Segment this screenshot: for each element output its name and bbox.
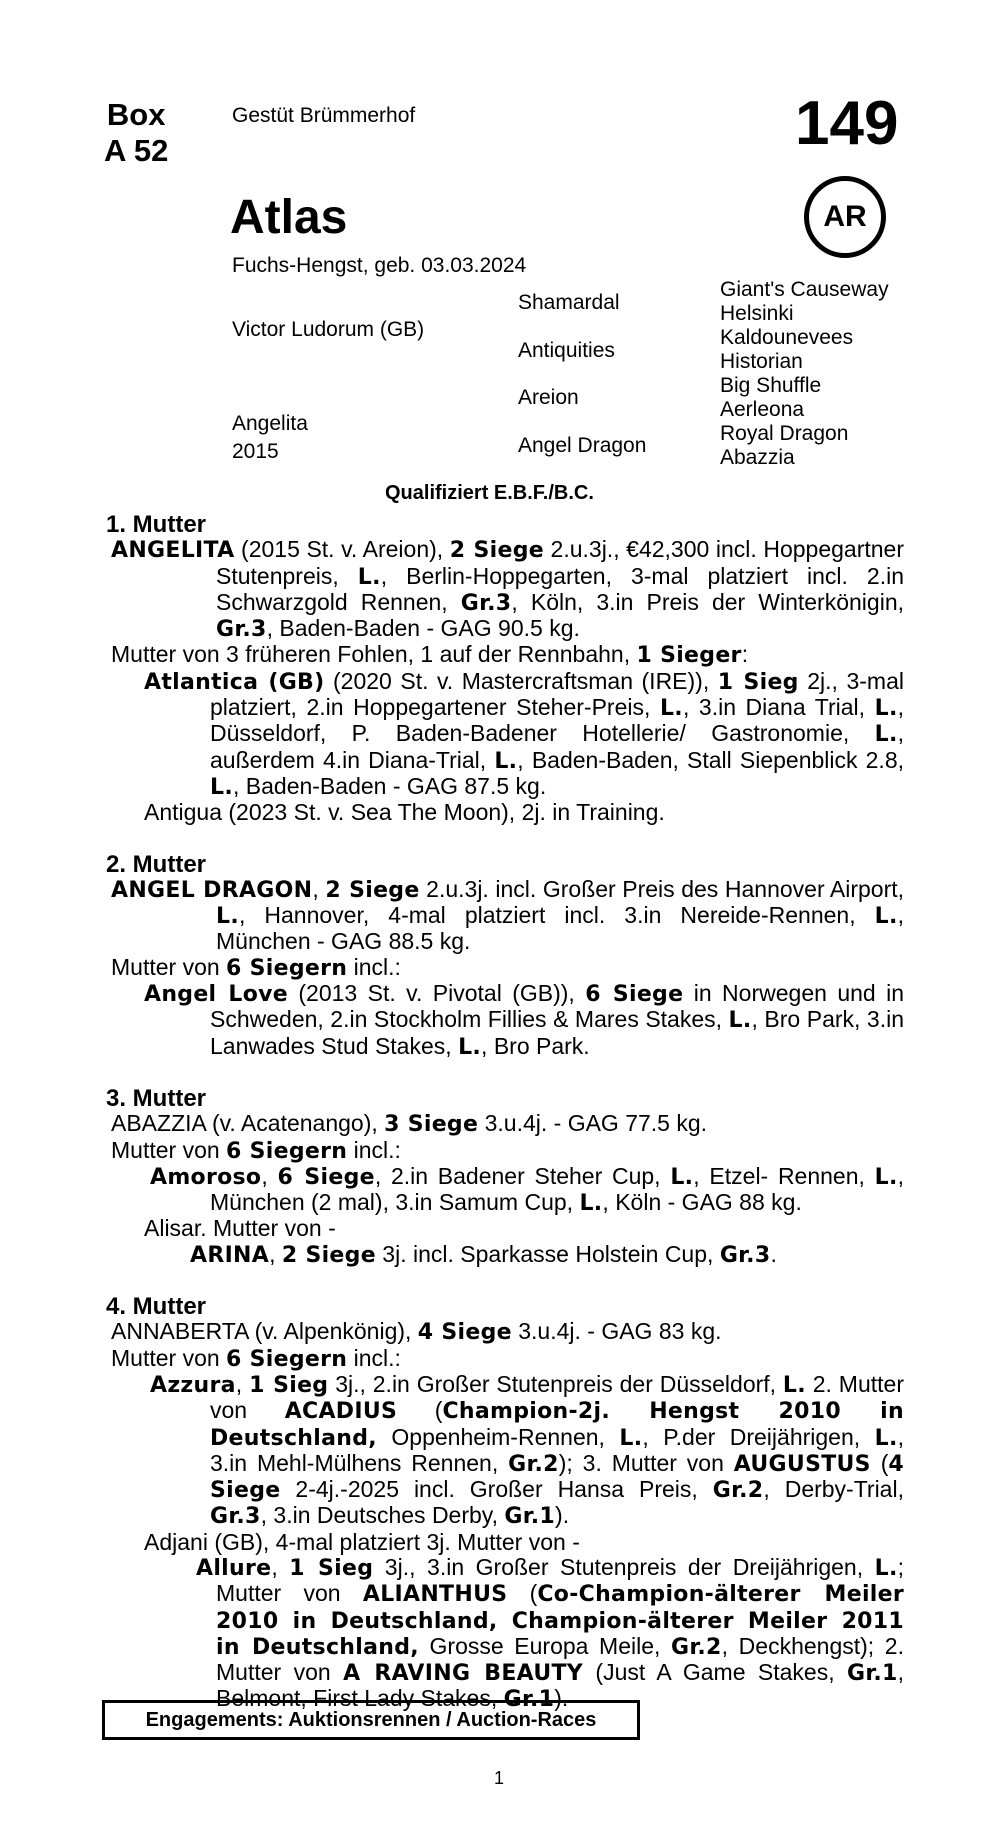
pedigree-great-grandparent: Historian [720,350,803,373]
pedigree-dam-year: 2015 [232,440,279,463]
pedigree-great-grandparent: Giant's Causeway [720,278,889,301]
female-line-content [106,512,904,1713]
pedigree-grandparent: Areion [518,386,579,409]
box-label: Box [106,97,166,132]
section-title: 4. Mutter [106,1293,207,1321]
foal-entry: Adjani (GB), 4-mal platziert 3j. Mutter von - [144,1528,580,1555]
breeder: Gestüt Brümmerhof [232,104,416,127]
lot-number: 149 [795,89,899,158]
ar-badge-icon [804,176,886,258]
produce-summary: Mutter von 6 Siegern incl.: [111,953,401,981]
produce-summary: Mutter von 6 Siegern incl.: [111,1136,401,1164]
pedigree-grandparent: Shamardal [518,291,620,314]
section-title: 1. Mutter [106,511,207,538]
produce-summary: Mutter von 3 früheren Fohlen, 1 auf der Rennbahn, 1 Sieger: [111,641,749,669]
box-value: A 52 [104,132,169,168]
foal-entry: Amoroso, 6 Siege, 2.in Badener Steher Cup, L., Etzel- Rennen, L., München (2 mal), 3.in Samum Cup, L., Köln - GAG 88 kg. [150,1162,905,1217]
pedigree-great-grandparent: Helsinki [720,302,794,325]
pedigree-grandparent: Antiquities [518,339,615,362]
section-title: 3. Mutter [106,1084,207,1112]
section-title: 2. Mutter [106,850,207,878]
horse-name: Atlas [230,191,348,244]
grandfoal-entry: ARINA, 2 Siege 3j. incl. Sparkasse Holstein Cup, Gr.3. [190,1240,777,1268]
foal-entry: Atlantica (GB) (2020 St. v. Mastercraftsman (IRE)), 1 Sieg 2j., 3-mal platziert, 2.in Hoppegartener Steher-Preis, L., 3.in Diana Trial, L., Düsseldorf, P. Baden-Badener Hotellerie/ Gastronomie, L., außerdem 4.in Diana-Trial, L., Baden-Baden, Stall Siepenblick 2.8, L., Baden-Baden - GAG 87.5 kg. [144,667,904,800]
engagements-box [102,1700,640,1740]
dam-entry: ANGEL DRAGON, 2 Siege 2.u.3j. incl. Großer Preis des Hannover Airport, L., Hannover, 4-mal platziert incl. 3.in Nereide-Rennen, L., München - GAG 88.5 kg. [111,875,905,955]
ar-badge-label: AR [823,200,867,233]
dam-entry: ABAZZIA (v. Acatenango), 3 Siege 3.u.4j. - GAG 77.5 kg. [111,1110,708,1138]
pedigree-sire: Victor Ludorum (GB) [232,318,425,341]
box-number [104,97,168,168]
pedigree-great-grandparent: Abazzia [720,446,795,469]
grandfoal-entry: Allure, 1 Sieg 3j., 3.in Großer Stutenpreis der Dreijährigen, L.; Mutter von ALIANTHUS (Co-Champion-älterer Meiler 2010 in Deutschland, Champion-älterer Meiler 2011 in Deutschland, Grosse Europa Meile, Gr.2, Deckhengst); 2. Mutter von A RAVING BEAUTY (Just A Game Stakes, Gr.1, Belmont, First Lady Stakes, Gr.1). [196,1553,905,1713]
foal-entry: Angel Love (2013 St. v. Pivotal (GB)), 6 Siege in Norwegen und in Schweden, 2.in Stockholm Fillies & Mares Stakes, L., Bro Park, 3.in Lanwades Stud Stakes, L., Bro Park. [144,980,905,1060]
pedigree-grandparent: Angel Dragon [518,434,647,457]
foal-entry: Azzura, 1 Sieg 3j., 2.in Großer Stutenpreis der Düsseldorf, L. 2. Mutter von ACADIUS (Champion-2j. Hengst 2010 in Deutschland, Oppenheim-Rennen, L., P.der Dreijährigen, L., 3.in Mehl-Mülhens Rennen, Gr.2); 3. Mutter von AUGUSTUS (4 Siege 2-4j.-2025 incl. Großer Hansa Preis, Gr.2, Derby-Trial, Gr.3, 3.in Deutsches Derby, Gr.1). [150,1370,904,1530]
page-number: 1 [494,1768,505,1788]
dam-entry: ANNABERTA (v. Alpenkönig), 4 Siege 3.u.4j. - GAG 83 kg. [111,1318,722,1346]
dam-entry: ANGELITA (2015 St. v. Areion), 2 Siege 2.u.3j., €42,300 incl. Hoppegartner Stutenpreis, L., Berlin-Hoppegarten, 3-mal platziert incl. 2.in Schwarzgold Rennen, Gr.3, Köln, 3.in Preis der Winterkönigin, Gr.3, Baden-Baden - GAG 90.5 kg. [111,536,904,643]
pedigree-dam: Angelita [232,412,308,435]
pedigree-great-grandparent: Big Shuffle [720,374,822,397]
produce-summary: Mutter von 6 Siegern incl.: [111,1344,401,1372]
foal-entry: Alisar. Mutter von - [144,1215,336,1242]
pedigree-great-grandparent: Aerleona [720,398,805,421]
foal-entry: Antigua (2023 St. v. Sea The Moon), 2j. in Training. [144,799,665,826]
qualification: Qualifiziert E.B.F./B.C. [385,482,594,504]
horse-description: Fuchs-Hengst, geb. 03.03.2024 [232,254,527,277]
pedigree-great-grandparent: Kaldounevees [720,326,854,349]
pedigree-great-grandparent: Royal Dragon [720,422,849,445]
engagements-label: Engagements: Auktionsrennen / Auction-Races [145,1708,597,1731]
